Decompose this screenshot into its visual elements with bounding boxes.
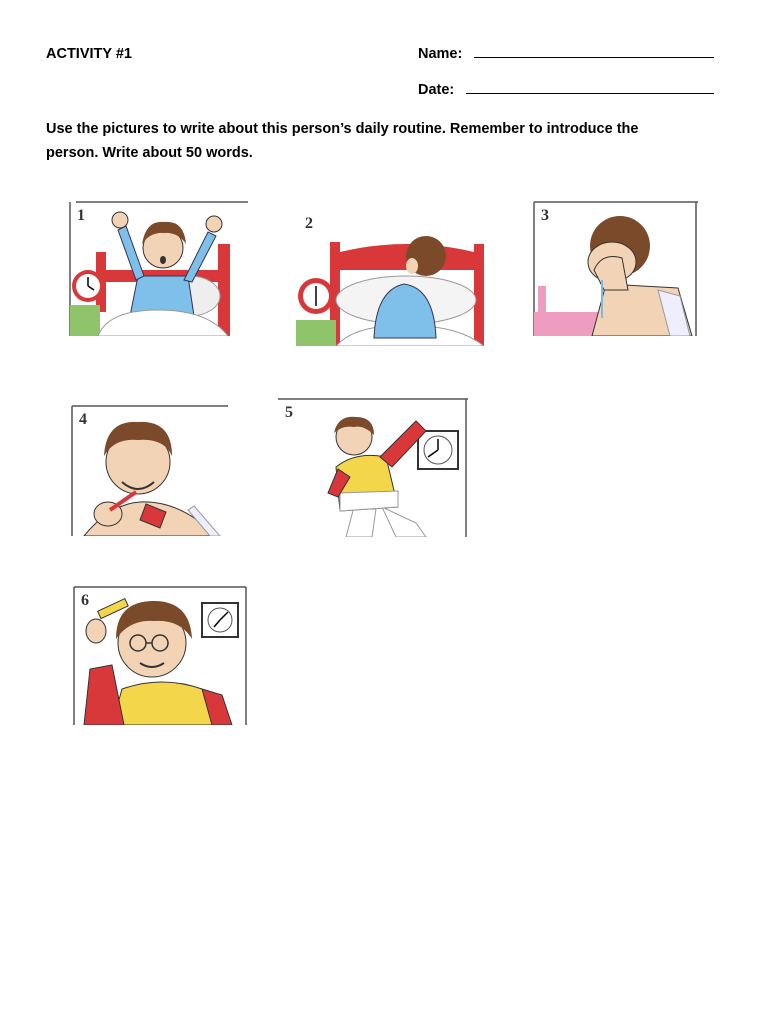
name-label: Name: xyxy=(418,46,463,62)
name-field[interactable] xyxy=(418,46,714,62)
picture-number: 2 xyxy=(305,215,313,232)
picture-2 xyxy=(296,208,488,346)
date-label: Date: xyxy=(418,82,455,98)
get-out-of-bed-icon xyxy=(296,208,488,346)
picture-3 xyxy=(532,200,698,336)
picture-number: 5 xyxy=(285,404,293,421)
instructions-line-2: person. Write about 50 words. xyxy=(46,145,253,161)
picture-4 xyxy=(70,404,230,536)
picture-number: 4 xyxy=(79,411,87,428)
picture-5 xyxy=(276,397,468,537)
wash-face-icon xyxy=(532,200,698,336)
picture-number: 6 xyxy=(81,592,89,609)
picture-6 xyxy=(72,585,248,725)
date-field[interactable] xyxy=(418,82,714,98)
picture-number: 3 xyxy=(541,207,549,224)
date-line[interactable] xyxy=(466,93,714,94)
picture-number: 1 xyxy=(77,207,85,224)
activity-title: ACTIVITY #1 xyxy=(46,46,132,62)
get-dressed-icon xyxy=(276,397,468,537)
instructions-line-1: Use the pictures to write about this person’s daily routine. Remember to introduce the xyxy=(46,121,639,137)
brush-teeth-icon xyxy=(70,404,230,536)
picture-1 xyxy=(68,200,248,336)
name-line[interactable] xyxy=(474,57,714,58)
wake-up-stretch-icon xyxy=(68,200,248,336)
instructions xyxy=(46,117,726,165)
comb-hair-icon xyxy=(72,585,248,725)
